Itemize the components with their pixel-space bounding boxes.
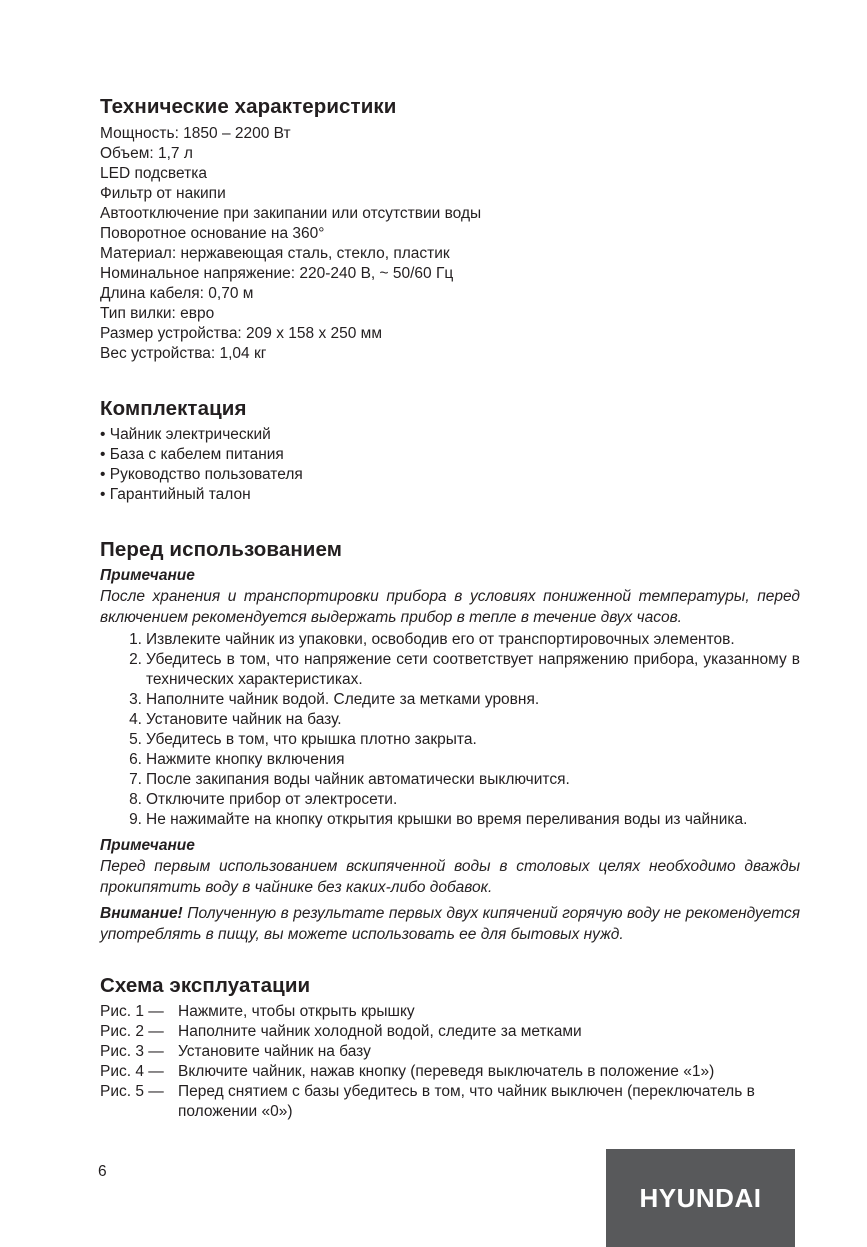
figure-text: Установите чайник на базу	[178, 1043, 371, 1060]
spec-line: Вес устройства: 1,04 кг	[100, 345, 267, 362]
list-item: • База с кабелем питания	[100, 446, 284, 463]
figure-text: Перед снятием с базы убедитесь в том, что чайник выключен (переключатель в положении «0»)	[178, 1083, 755, 1120]
step-number: 9.	[129, 811, 142, 828]
figure-label: Рис. 3 —	[100, 1043, 164, 1060]
warning-label: Внимание!	[100, 905, 183, 922]
before-use-heading: Перед использованием	[100, 538, 343, 561]
note-text: Перед первым использованием вскипяченной воды в столовых целях необходимо дважды прокипятить воду в чайнике без каких-либо добавок.	[100, 858, 800, 896]
spec-line: Поворотное основание на 360°	[100, 225, 325, 242]
step-text: Извлеките чайник из упаковки, освободив его от транспортировочных элементов.	[146, 631, 735, 648]
figure-label: Рис. 2 —	[100, 1023, 164, 1040]
spec-line: Размер устройства: 209 х 158 х 250 мм	[100, 325, 382, 342]
note-title: Примечание	[100, 837, 195, 854]
step-number: 4.	[129, 711, 142, 728]
note-title: Примечание	[100, 567, 195, 584]
list-item: • Гарантийный талон	[100, 486, 251, 503]
warning-text: Полученную в результате первых двух кипячений горячую воду не рекомендуется употреблять в пищу, вы можете использовать ее для бытовых нужд.	[100, 905, 800, 943]
spec-line: Тип вилки: евро	[100, 305, 215, 322]
figure-label: Рис. 1 —	[100, 1003, 164, 1020]
step-number: 8.	[129, 791, 142, 808]
step-item	[100, 730, 800, 750]
figure-label: Рис. 4 —	[100, 1063, 164, 1080]
note-text: После хранения и транспортировки прибора в условиях пониженной температуры, перед включением рекомендуется выдержать прибор в тепле в течение двух часов.	[100, 588, 800, 626]
warning-block	[100, 903, 800, 945]
list-item: • Руководство пользователя	[100, 466, 303, 483]
figure-item	[100, 1002, 800, 1022]
step-text: После закипания воды чайник автоматически выключится.	[146, 771, 570, 788]
step-text: Наполните чайник водой. Следите за метками уровня.	[146, 691, 540, 708]
figure-text: Наполните чайник холодной водой, следите за метками	[178, 1023, 582, 1040]
package-contents-heading: Комплектация	[100, 397, 247, 420]
page-number: 6	[98, 1163, 107, 1180]
step-text: Не нажимайте на кнопку открытия крышки во время переливания воды из чайника.	[146, 811, 748, 828]
brand-logo-text: HYUNDAI	[639, 1182, 762, 1213]
spec-line: Длина кабеля: 0,70 м	[100, 285, 254, 302]
tech-specs-list	[100, 124, 481, 364]
step-number: 6.	[129, 751, 142, 768]
step-item	[100, 630, 800, 650]
step-number: 1.	[129, 631, 142, 648]
spec-line: Номинальное напряжение: 220-240 В, ~ 50/60 Гц	[100, 265, 454, 282]
spec-line: Автоотключение при закипании или отсутствии воды	[100, 205, 482, 222]
spec-line: LED подсветка	[100, 165, 207, 182]
figure-item	[100, 1042, 800, 1062]
step-number: 3.	[129, 691, 142, 708]
step-number: 7.	[129, 771, 142, 788]
note-block	[100, 566, 800, 628]
step-item	[100, 750, 800, 770]
step-item	[100, 710, 800, 730]
figure-item	[100, 1022, 800, 1042]
step-item	[100, 770, 800, 790]
brand-logo	[606, 1149, 795, 1247]
step-item	[100, 690, 800, 710]
figure-text: Включите чайник, нажав кнопку (переведя выключатель в положение «1»)	[178, 1063, 715, 1080]
figure-item	[100, 1082, 800, 1122]
step-text: Убедитесь в том, что крышка плотно закрыта.	[146, 731, 477, 748]
step-number: 2.	[129, 651, 142, 668]
spec-line: Объем: 1,7 л	[100, 145, 193, 162]
figure-list	[100, 1002, 800, 1122]
spec-line: Фильтр от накипи	[100, 185, 226, 202]
note-block	[100, 836, 800, 898]
package-contents-list	[100, 425, 303, 505]
operation-scheme-heading: Схема эксплуатации	[100, 974, 311, 997]
step-number: 5.	[129, 731, 142, 748]
figure-item	[100, 1062, 800, 1082]
step-text: Убедитесь в том, что напряжение сети соответствует напряжению прибора, указанному в технических характеристиках.	[146, 651, 800, 688]
tech-specs-heading: Технические характеристики	[100, 95, 397, 118]
figure-label: Рис. 5 —	[100, 1083, 164, 1100]
step-item	[100, 790, 800, 810]
list-item: • Чайник электрический	[100, 426, 271, 443]
figure-text: Нажмите, чтобы открыть крышку	[178, 1003, 415, 1020]
step-text: Отключите прибор от электросети.	[146, 791, 398, 808]
steps-list	[100, 630, 800, 830]
step-item	[100, 810, 800, 830]
spec-line: Материал: нержавеющая сталь, стекло, пластик	[100, 245, 450, 262]
step-text: Установите чайник на базу.	[146, 711, 342, 728]
step-text: Нажмите кнопку включения	[146, 751, 345, 768]
spec-line: Мощность: 1850 – 2200 Вт	[100, 125, 291, 142]
step-item	[100, 650, 800, 690]
